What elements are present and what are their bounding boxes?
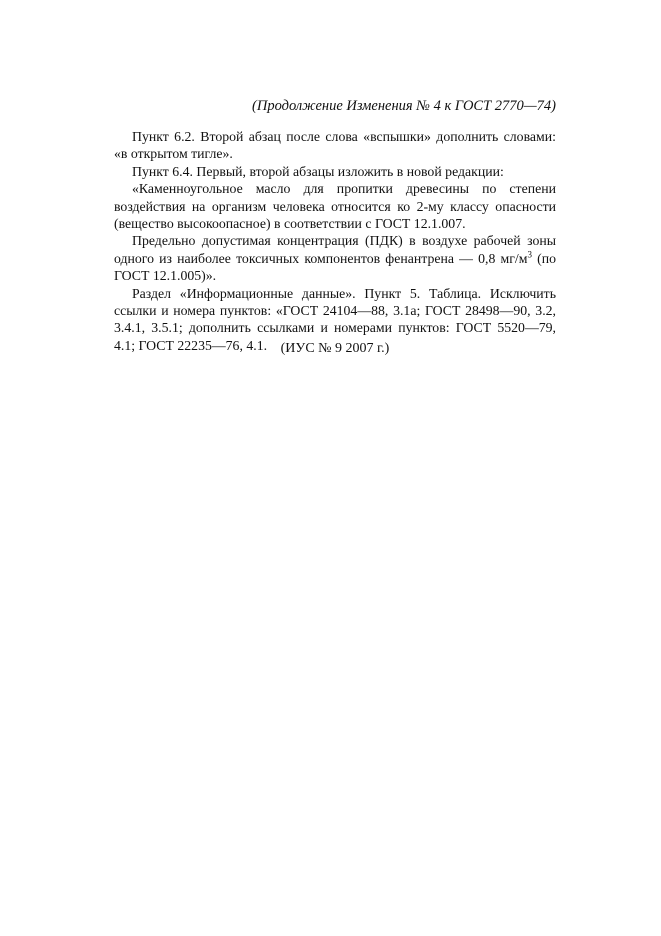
source-reference: (ИУС № 9 2007 г.): [280, 341, 390, 356]
unit-exponent: 3: [527, 249, 532, 260]
paragraph-item-6-4: Пункт 6.4. Первый, второй абзацы изложить в новой редакции:: [132, 163, 504, 179]
paragraph-mac-concentration: [114, 232, 556, 284]
amendment-text: [114, 128, 556, 354]
paragraph-info-section: Раздел «Информационные данные». Пункт 5. Таблица. Исключить ссылки и номера пунктов: «ГОСТ 24104—88, 3.1а; ГОСТ 28498—90, 3.2, 3.4.1, 3.5.1; дополнить ссылками и номерами пунктов: ГОСТ 5520—79, 4.1; ГОСТ 22235—76, 4.1.: [114, 285, 556, 353]
mac-reference: (по ГОСТ 12.1.005)».: [114, 250, 556, 284]
paragraph-item-6-2: Пункт 6.2. Второй абзац после слова «вспышки» дополнить словами: «в открытом тигле».: [114, 129, 556, 162]
paragraph-hazard-class: «Каменноугольное масло для пропитки древесины по степени воздействия на организм человека относится ко 2-му классу опасности (вещество высокоопасное) в соответствии с ГОСТ 12.1.007.: [114, 181, 556, 232]
mac-text: Предельно допустимая концентрация (ПДК) в воздухе рабочей зоны одного из наиболее токсичных компонентов фенантрена — 0,8 мг/м: [114, 233, 556, 266]
continuation-header: (Продолжение Изменения № 4 к ГОСТ 2770—74): [252, 98, 556, 114]
